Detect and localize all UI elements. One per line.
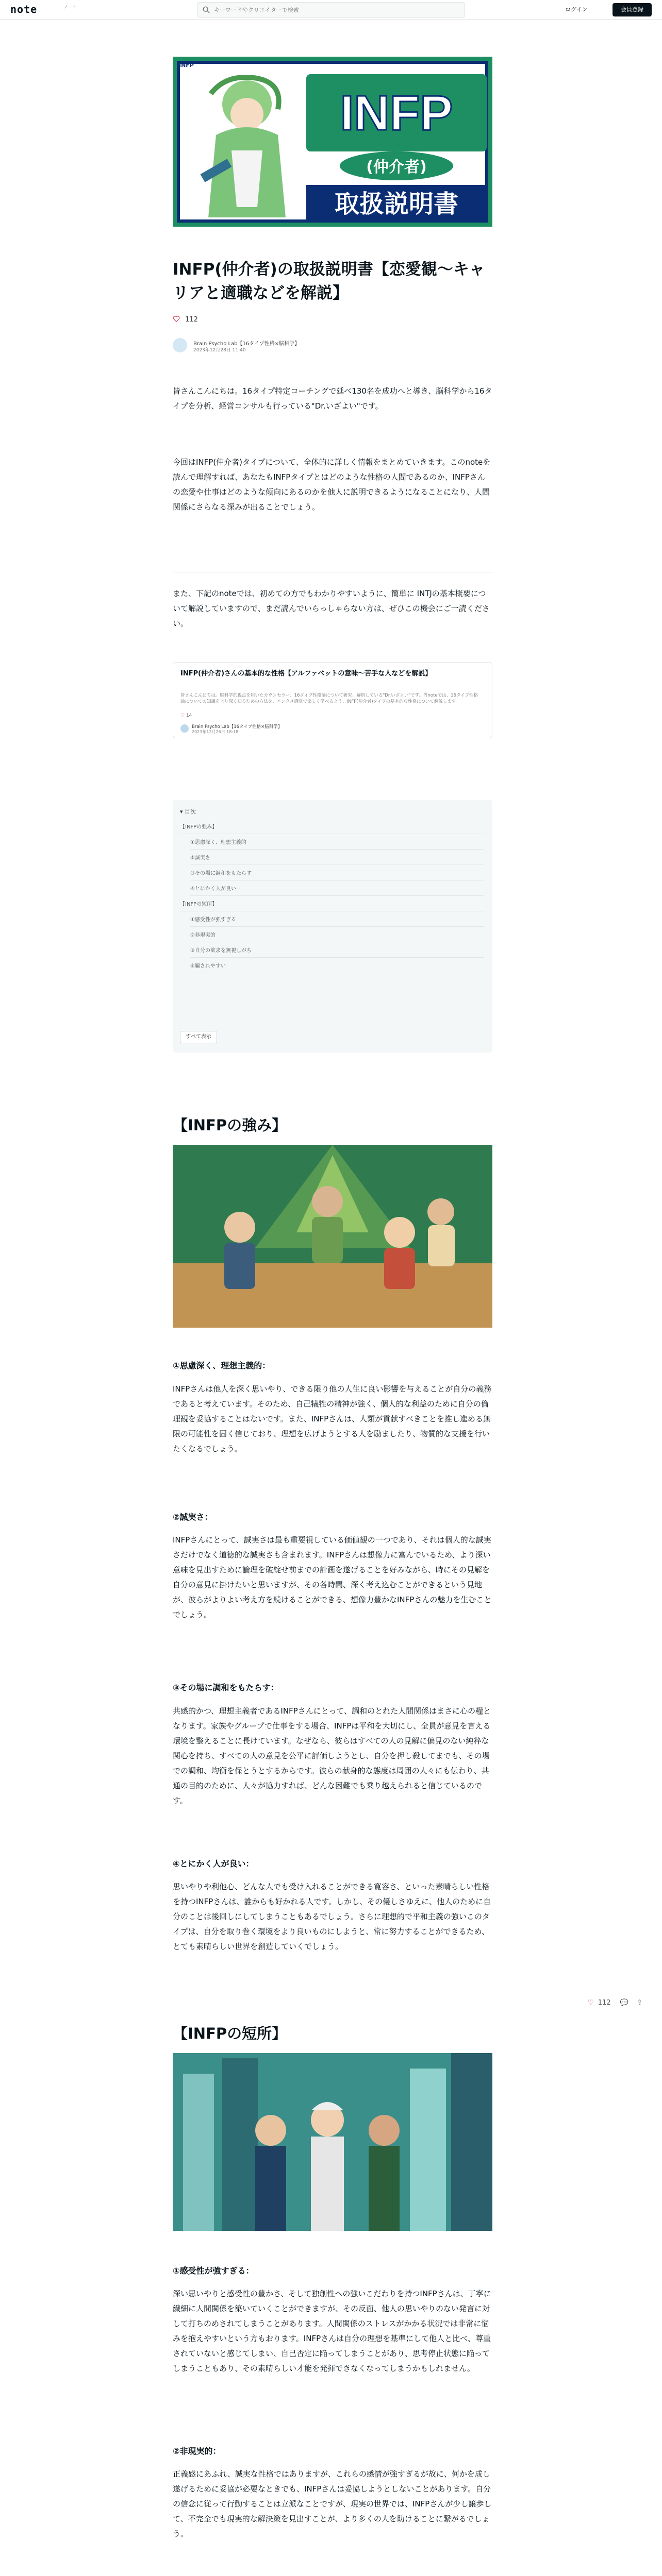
body-paragraph: INFPさんにとって、誠実さは最も重要視している価値観の一つであり、それは個人的な誠実さだけでなく道徳的な誠実さも含まれます。INFPさんは想像力に富んでいるため、より深い意味を見出すために論理を破綻せ前までの計画を遂げることを好みながら、時にその見解を自分の意見に掛けたいと思いますが、その各時間、深く考え込むことができるという見地が、彼らがよりよい考え方を続けることができる、想像力豊かなINFPさんの魅力を生むことでしょう。 <box>173 1535 492 1619</box>
body-paragraph: 深い思いやりと感受性の豊かさ、そして独創性への強いこだわりを持つINFPさんは、丁寧に繊細に人間関係を築いていくことができますが、その反面、他人の思いやりのない発言に対して打ちのめされてしまうことがあります。人間関係のストレスがかかる状況では非常に悩みを抱えやすいという方もおります。INFPさんは自分の理想を基準にして他人と比べ、尊重されていないと感じてしまい、自己否定に陥ってしまうことがあり、思考停止状態に陥ってしまうこともあり、その素晴らしい才能を発揮できなくなってしまうかもしれません。 <box>173 2289 491 2373</box>
svg-text:(仲介者): (仲介者) <box>366 158 427 176</box>
body-paragraph: 正義感にあふれ、誠実な性格ではありますが、これらの感情が強すぎるが故に、何かを成し遂げるために妥協が必要なときでも、INFPさんは妥協しようとしないことがあります。自分の信念に従って行動することは立派なことですが、現実の世界では、INFPさんが少し譲歩して、不完全でも現実的な解決策を見出すことが、より多くの人を助けることに繋がるでしょう。 <box>173 2469 492 2538</box>
logo-subtext: ノート <box>64 5 76 9</box>
author-name[interactable]: Brain Psycho Lab【16タイプ性格×脳科学】 <box>193 341 300 347</box>
embed-likes <box>180 713 192 718</box>
body-paragraph: INFPさんは他人を深く思いやり、できる限り他の人生に良い影響を与えることが自分の義務であると考えています。そのため、自己犠牲の精神が強く、個人的な利益のために自分の倫理観を妥協することはないです。また、INFPさんは、人類が貢献すべきことを推し進める無限の可能性を固く信じており、理想を広げようとする人を励ましたり、物質的な支援を行いたくなるでしょう。 <box>173 1384 492 1453</box>
intro-paragraph: 今回はINFP(仲介者)タイプについて、全体的に詳しく情報をまとめていきます。このnoteを読んで理解すれば、あなたもINFPタイプとはどのような性格の人間であるのか、INFPさんの恋愛や仕事はどのような傾向にあるのかを他人に説明できるようになることになり、人間関係にさらなる深みが出ることでしょう。 <box>173 457 491 512</box>
hero-title-graphic <box>306 74 487 224</box>
strengths-illustration <box>173 1145 492 1328</box>
intro-paragraph: また、下記のnoteでは、初めての方でもわかりやすいように、簡単に INTJの基本概要について解説していますので、まだ読んでいらっしゃらない方は、ぜひこの機会にご一読ください。 <box>173 589 490 628</box>
svg-text:取扱説明書: 取扱説明書 <box>334 190 459 218</box>
hero-frame <box>177 61 488 223</box>
section-heading: 【INFPの短所】 <box>173 2025 287 2042</box>
share-icon[interactable]: ⇪ <box>637 1999 642 2007</box>
character-illustration <box>195 73 293 223</box>
search-icon <box>203 6 210 13</box>
subsection-heading: ①感受性が強すぎる： <box>173 2266 254 2276</box>
toc-item[interactable]: 【INFPの強み】 <box>180 821 484 834</box>
heart-icon[interactable]: ♡ <box>588 1999 594 2007</box>
search-input[interactable] <box>214 6 456 14</box>
body-paragraph: 思いやりや利他心、どんな人でも受け入れることができる寛容さ、といった素晴らしい性格を持つINFPさんは、誰からも好かれる人です。しかし、その優しさゆえに、他人のために自分のことは後回しにしてしまうこともあるでしょう。さらに理想的で平和主義の強いこのタイプは、自分を取り巻く環境をより良いものにしようと、常に努力することができるため、とても素晴らしい世界を創造していくでしょう。 <box>173 1882 491 1951</box>
toc-item[interactable]: ②誠実さ <box>190 852 484 865</box>
embed-description: 皆さんこんにちは。脳科学的視点を用いたカウンセラー、16タイプ性格論について研究、解析している"Dr.いざよい"です。当noteでは、16タイプ性格論についての知識をより深く知るための方法を、エンタメ感覚で楽しく学べるよう、INFP(仲介者)タイプの基本的な性格について解説します。 <box>180 693 478 704</box>
subsection-heading: ②誠実さ： <box>173 1512 213 1522</box>
comment-icon[interactable]: 💬 <box>620 1999 628 2007</box>
embed-like-count: 14 <box>186 713 192 718</box>
embed-author <box>180 723 335 736</box>
search-box[interactable] <box>197 2 465 18</box>
subsection-heading: ②非現実的： <box>173 2446 221 2456</box>
embed-date: 2023年12月26日 18:18 <box>192 730 239 734</box>
embedded-article-card[interactable] <box>173 662 492 738</box>
top-navigation-bar <box>0 0 662 20</box>
toc-heading[interactable]: ▾ 目次 <box>180 808 196 815</box>
heart-icon: ♡ <box>180 713 185 718</box>
svg-text:INFP: INFP <box>340 86 453 141</box>
weaknesses-illustration <box>173 2053 492 2231</box>
table-of-contents <box>173 800 492 1053</box>
subsection-heading: ③その場に調和をもたらす： <box>173 1683 279 1692</box>
toc-item[interactable]: ④とにかく人が良い <box>190 883 484 896</box>
toc-item[interactable]: ①感受性が強すぎる <box>190 913 484 927</box>
subsection-heading: ①思慮深く、理想主義的： <box>173 1361 271 1370</box>
heart-icon[interactable] <box>173 315 180 323</box>
floating-actions <box>588 1999 655 2011</box>
toc-item[interactable]: ①思慮深く、理想主義的 <box>190 836 484 850</box>
hero-image <box>173 57 492 227</box>
embed-title[interactable]: INFP(仲介者)さんの基本的な性格【アルファベットの意味～苦手な人などを解説】 <box>180 670 432 677</box>
publish-date: 2023年12月28日 11:40 <box>193 348 246 353</box>
login-link[interactable]: ログイン <box>565 6 588 13</box>
section-heading: 【INFPの強み】 <box>173 1116 287 1134</box>
subsection-heading: ④とにかく人が良い： <box>173 1859 254 1869</box>
signup-button[interactable]: 会員登録 <box>613 3 652 16</box>
toc-item[interactable]: ②非現実的 <box>190 929 484 942</box>
intro-paragraph: 皆さんこんにちは。16タイプ特定コーチングで延べ130名を成功へと導き、脳科学から16タイプを分析、経営コンサルも行っている"Dr.いざよい"です。 <box>173 386 492 411</box>
note-logo[interactable]: note <box>10 3 38 15</box>
like-count: 112 <box>185 316 198 324</box>
avatar[interactable] <box>173 338 187 352</box>
like-row <box>173 315 198 326</box>
floating-like-count: 112 <box>598 1999 611 2007</box>
chevron-down-icon: ▾ <box>180 808 183 815</box>
show-all-button[interactable]: すべて表示 <box>180 1031 217 1043</box>
toc-item[interactable]: ③自分の欲求を無視しがち <box>190 944 484 958</box>
embed-author-name: Brain Psycho Lab【16タイプ性格×脳科学】 <box>192 724 283 730</box>
author-block[interactable] <box>173 336 492 354</box>
body-paragraph: 共感的かつ、理想主義者であるINFPさんにとって、調和のとれた人間関係はまさに心の糧となります。家族やグループで仕事をする場合、INFPは平和を大切にし、全員が意見を言える環境を整えることに長けています。なぜなら、彼らはすべての人の見解に偏見のない純粋な関心を持ち、すべての人の意見を公平に評価しようとし、自分を押し殺してまでも、その場での調和、均衡を保とうとするからです。彼らの献身的な態度は周囲の人々にも伝わり、共通の目的のために、人々が協力すれば、どんな困難でも乗り越えられると信じているのです。 <box>173 1706 491 1805</box>
article-title: INFP(仲介者)の取扱説明書【恋愛観～キャリアと適職などを解説】 <box>173 260 485 302</box>
toc-item[interactable]: 【INFPの短所】 <box>180 898 484 911</box>
toc-item[interactable]: ④騙されやすい <box>190 960 484 973</box>
toc-item[interactable]: ③その場に調和をもたらす <box>190 867 484 880</box>
hero-tag: INFP <box>179 62 194 69</box>
avatar <box>180 724 189 733</box>
